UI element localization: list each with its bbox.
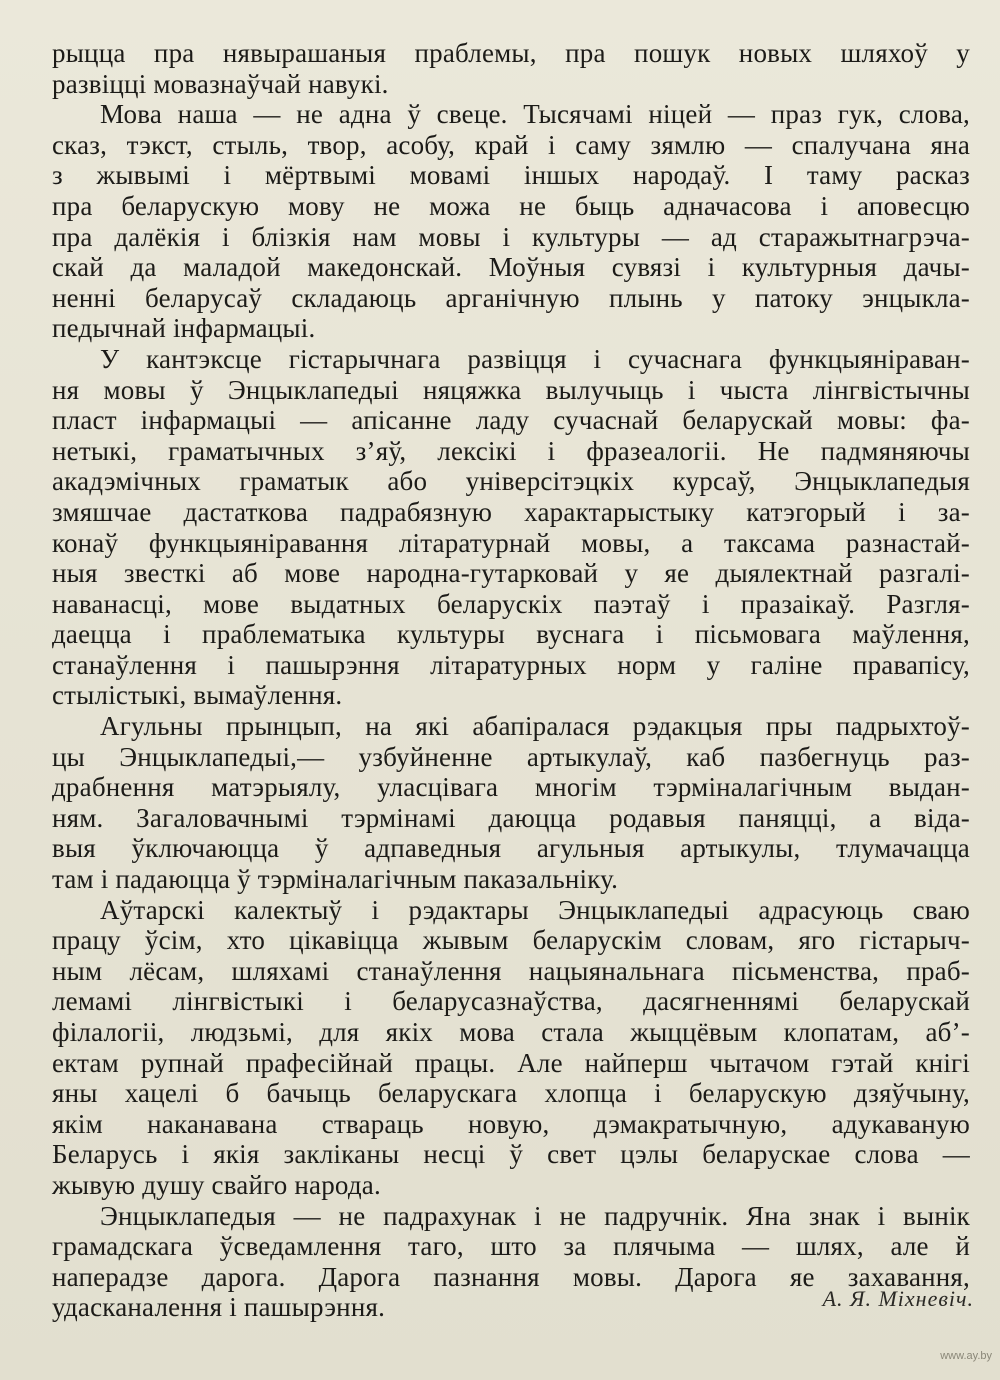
text-line: наванасці, мове выдатных беларускіх паэтаў і празаікаў. Разгля- bbox=[52, 588, 970, 619]
text-line: Агульны прынцып, на які абапіралася рэдакцыя пры падрыхтоў- bbox=[100, 711, 970, 742]
text-line: педычнай інфармацыі. bbox=[52, 313, 316, 344]
text-line: філалогіі, людзьмі, для якіх мова стала жыццёвым клопатам, аб’- bbox=[52, 1017, 970, 1047]
text-line: ектам рупнай прафесійнай працы. Але найперш чытачом гэтай кнігі bbox=[52, 1047, 970, 1078]
text-line: У кантэксце гістарычнага развіцця і сучаснага функцыяніраван- bbox=[100, 343, 970, 374]
text-line: там і падаюцца ў тэрміналагічным паказальніку. bbox=[52, 864, 619, 895]
paragraph bbox=[52, 38, 970, 99]
text-line: пра далёкія і блізкія нам мовы і культуры — ад старажытнагрэча- bbox=[52, 221, 970, 252]
text-line: ным лёсам, шляхамі станаўлення нацыянальнага пісьменства, праб- bbox=[52, 955, 970, 986]
text-line: скай да маладой македонскай. Моўныя сувязі і культурныя дачы- bbox=[52, 252, 970, 283]
text-line: ня мовы ў Энцыклапедыі няцяжка вылучыць і чыста лінгвістычны bbox=[52, 374, 970, 405]
text-line: стылістыкі, вымаўлення. bbox=[52, 680, 343, 711]
text-line: рыцца пра нявырашаныя праблемы, пра пошук новых шляхоў у bbox=[52, 38, 970, 68]
text-line: якім наканавана ствараць новую, дэмакратычную, адукаваную bbox=[52, 1108, 970, 1139]
document-body bbox=[52, 38, 970, 1323]
paragraph bbox=[52, 344, 970, 711]
text-line: драбнення матэрыялу, уласцівага многім тэрміналагічным выдан- bbox=[52, 772, 970, 803]
paragraph bbox=[52, 895, 970, 1201]
text-line: нетыкі, граматычных з’яў, лексікі і фразеалогіі. Не падмяняючы bbox=[52, 435, 970, 466]
text-line: цы Энцыклапедыі,— узбуйненне артыкулаў, каб пазбегнуць раз- bbox=[52, 741, 970, 772]
text-line: грамадскага ўсведамлення таго, што за плячыма — шлях, але й bbox=[52, 1231, 970, 1262]
text-line: ныя звесткі аб мове народна-гутарковай у яе дыялектнай разгалі- bbox=[52, 558, 970, 589]
text-line: ням. Загаловачнымі тэрмінамі даюцца родавыя паняцці, а віда- bbox=[52, 802, 970, 833]
text-line: станаўлення і пашырэння літаратурных норм у галіне правапісу, bbox=[52, 649, 970, 680]
text-line: Энцыклапедыя — не падрахунак і не падручнік. Яна знак і вынік bbox=[100, 1200, 970, 1231]
text-line: пра беларускую мову не можа не быць адначасова і аповесцю bbox=[52, 190, 970, 221]
text-line: працу ўсім, хто цікавіцца жывым беларускім словам, яго гістарыч- bbox=[52, 925, 970, 956]
text-line: сказ, тэкст, стыль, твор, асобу, край і саму зямлю — спалучана яна bbox=[52, 129, 970, 160]
text-line: яны хацелі б бачыць беларускага хлопца і беларускую дзяўчыну, bbox=[52, 1078, 970, 1109]
text-line: пласт інфармацыі — апісанне ладу сучаснай беларускай мовы: фа- bbox=[52, 405, 970, 436]
text-line: лемамі лінгвістыкі і беларусазнаўства, дасягненнямі беларускай bbox=[52, 986, 970, 1017]
author-signature: А. Я. Міхневіч. bbox=[822, 1286, 974, 1311]
text-line: развіцці мовазнаўчай навукі. bbox=[52, 68, 389, 99]
text-line: Мова наша — не адна ў свеце. Тысячамі ніцей — праз гук, слова, bbox=[100, 99, 970, 130]
text-line: удасканалення і пашырэння. bbox=[52, 1292, 386, 1323]
text-line: ненні беларусаў складаюць арганічную плынь у патоку энцыклa- bbox=[52, 282, 970, 313]
text-line: наперадзе дарога. Дарога пазнання мовы. Дарога яе захавання, bbox=[52, 1261, 970, 1292]
text-line: жывую душу свайго народа. bbox=[52, 1169, 381, 1200]
text-line: змяшчае дастаткова падрабязную характарыстыку катэгорый і за- bbox=[52, 496, 970, 527]
paragraph bbox=[52, 99, 970, 344]
text-line: даецца і праблематыка культуры вуснага і пісьмовага маўлення, bbox=[52, 619, 970, 650]
text-line: конаў функцыяніравання літаратурнай мовы, а таксама разнастай- bbox=[52, 527, 970, 558]
text-line: акадэмічных граматык або універсітэцкіх курсаў, Энцыклапедыя bbox=[52, 466, 970, 497]
paragraph bbox=[52, 711, 970, 895]
text-line: з жывымі і мёртвымі мовамі іншых народаў. І таму расказ bbox=[52, 160, 970, 191]
site-watermark: www.ay.by bbox=[940, 1350, 992, 1362]
text-line: Аўтарскі калектыў і рэдактары Энцыклапедыі адрасуюць сваю bbox=[100, 894, 970, 925]
text-line: выя ўключаюцца ў адпаведныя агульныя артыкулы, тлумачацца bbox=[52, 833, 970, 864]
text-line: Беларусь і якія закліканы несці ў свет цэлы беларускае слова — bbox=[52, 1139, 970, 1170]
